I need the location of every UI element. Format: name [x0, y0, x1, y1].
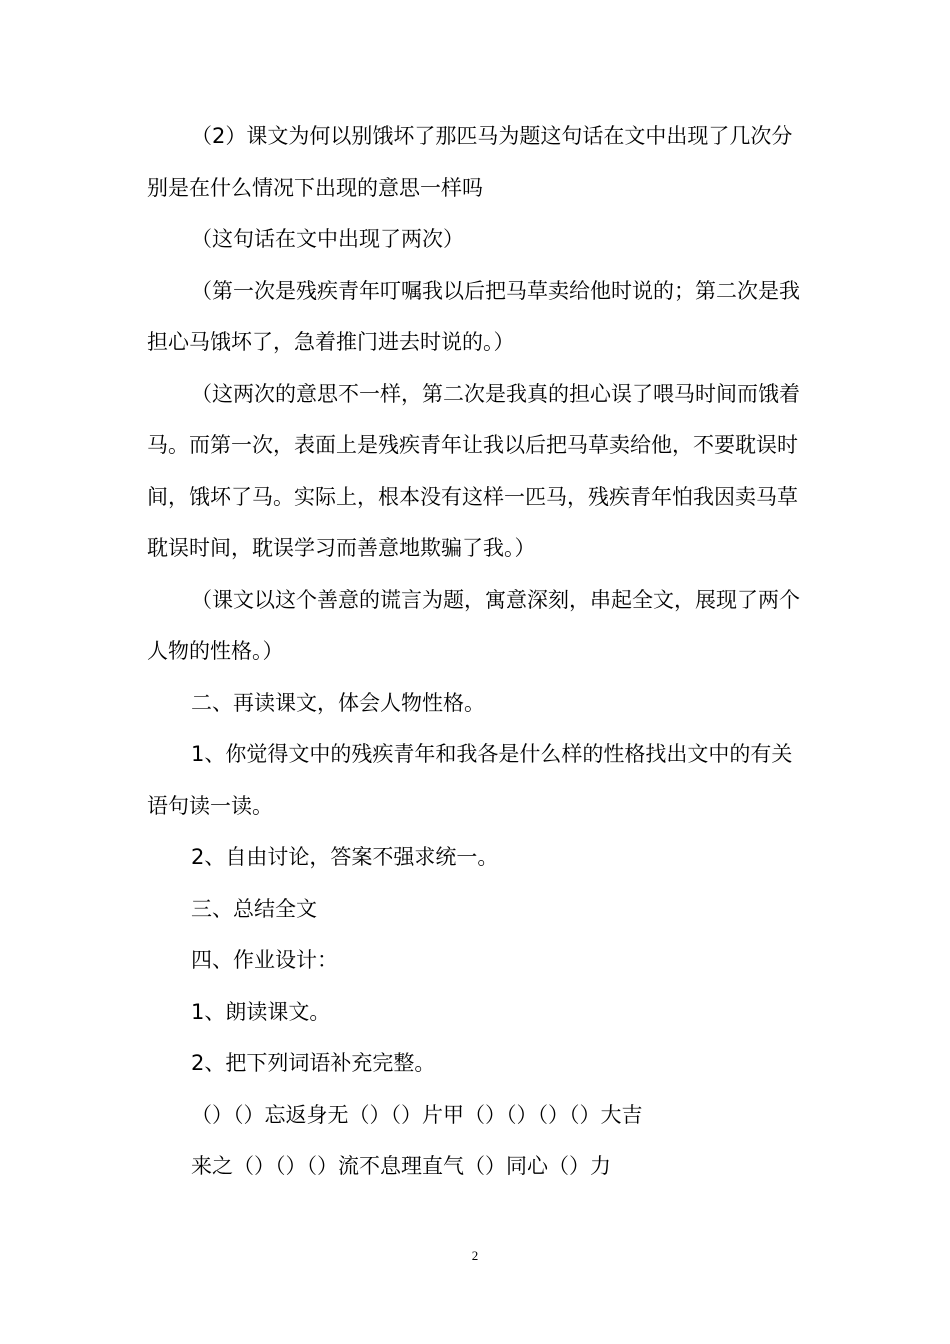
answer-paragraph: （这句话在文中出现了两次）	[191, 227, 464, 251]
section-heading: 三、总结全文	[191, 896, 317, 921]
exercise-line: 来之（）（）（）流不息理直气（）同心（）力	[191, 1154, 611, 1178]
list-item: 1、朗读课文。	[191, 999, 331, 1024]
list-item: 2、把下列词语补充完整。	[191, 1051, 436, 1075]
section-heading: 二、再读课文，体会人物性格。	[191, 690, 485, 715]
document-body	[147, 111, 807, 1193]
question-paragraph: （2）课文为何以别饿坏了那匹马为题这句话在文中出现了几次分别是在什么情况下出现的意思一样吗	[147, 124, 793, 200]
answer-paragraph: （课文以这个善意的谎言为题，寓意深刻，串起全文，展现了两个人物的性格。）	[147, 587, 800, 663]
list-item: 2、自由讨论，答案不强求统一。	[191, 845, 499, 869]
exercise-line: （）（）忘返身无（）（）片甲（）（）（）（）大吉	[191, 1102, 643, 1127]
answer-paragraph: （这两次的意思不一样，第二次是我真的担心误了喂马时间而饿着马。而第一次，表面上是残疾青年让我以后把马草卖给他，不要耽误时间，饿坏了马。实际上，根本没有这样一匹马，残疾青年怕我因卖马草耽误时间，耽误学习而善意地欺骗了我。）	[147, 381, 800, 560]
answer-paragraph: （第一次是残疾青年叮嘱我以后把马草卖给他时说的；第二次是我担心马饿坏了，急着推门进去时说的。）	[147, 278, 800, 354]
page-number: 2	[471, 1248, 479, 1263]
list-item: 1、你觉得文中的残疾青年和我各是什么样的性格找出文中的有关语句读一读。	[147, 742, 793, 818]
section-heading: 四、作业设计：	[191, 948, 338, 972]
